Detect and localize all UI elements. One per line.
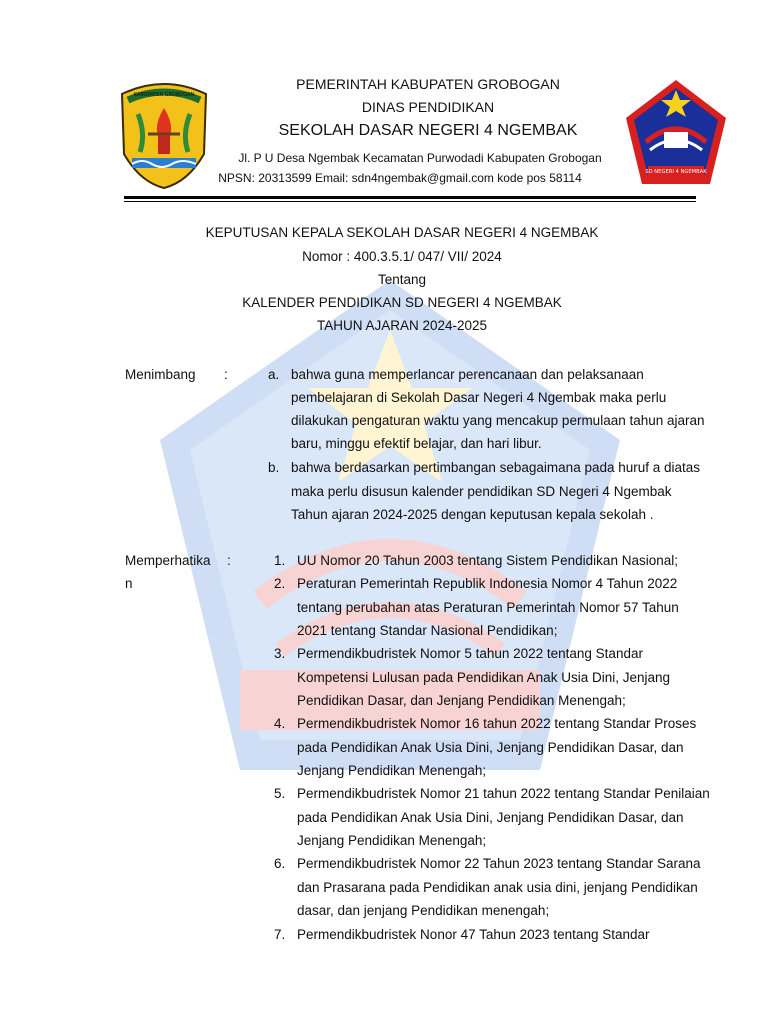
school-contact: NPSN: 20313599 Email: sdn4ngembak@gmail.com kode pos 58114 <box>218 171 582 185</box>
paragraph-line: bahwa berdasarkan pertimbangan sebagaimana pada huruf a diatas <box>291 460 701 475</box>
letterhead-divider-thin <box>124 201 696 202</box>
menimbang-colon: : <box>224 367 228 382</box>
watermark-emblem <box>150 270 630 790</box>
list-marker: b. <box>268 460 280 475</box>
memperhatikan-label-wrap: n <box>125 576 133 591</box>
paragraph-line: Permendikbudristek Nonor 47 Tahun 2023 tentang Standar <box>297 927 650 942</box>
paragraph-line: Permendikbudristek Nomor 21 tahun 2022 tentang Standar Penilaian <box>297 786 710 801</box>
school-name: SEKOLAH DASAR NEGERI 4 NGEMBAK <box>278 122 578 139</box>
paragraph-line: dilakukan pengaturan waktu yang mencakup permulaan tahun ajaran <box>291 413 705 428</box>
paragraph-line: Permendikbudristek Nomor 22 Tahun 2023 tentang Standar Sarana <box>297 856 701 871</box>
paragraph-line: Permendikbudristek Nomor 16 tahun 2022 tentang Standar Proses <box>297 716 697 731</box>
paragraph-line: pembelajaran di Sekolah Dasar Negeri 4 Ngembak maka perlu <box>291 390 667 405</box>
paragraph-line: UU Nomor 20 Tahun 2003 tentang Sistem Pendidikan Nasional; <box>297 553 678 568</box>
department-line: DINAS PENDIDIKAN <box>361 99 495 115</box>
paragraph-line: Jenjang Pendidikan Menengah; <box>297 833 487 848</box>
paragraph-line: pada Pendidikan Anak Usia Dini, Jenjang Pendidikan Dasar, dan <box>297 740 684 755</box>
right-logo-text: SD NEGERI 4 NGEMBAK <box>645 169 707 175</box>
paragraph-line: Peraturan Pemerintah Republik Indonesia Nomor 4 Tahun 2022 <box>297 576 678 591</box>
paragraph-line: dasar, dan jenjang Pendidikan menengah; <box>297 903 550 918</box>
paragraph-line: maka perlu disusun kalender pendidikan SD Negeri 4 Ngembak <box>291 484 672 499</box>
school-address: Jl. P U Desa Ngembak Kecamatan Purwodadi Kabupaten Grobogan <box>238 151 602 165</box>
memperhatikan-colon: : <box>227 553 231 568</box>
decree-number: Nomor : 400.3.5.1/ 047/ VII/ 2024 <box>302 249 502 264</box>
paragraph-line: Permendikbudristek Nomor 5 tahun 2022 tentang Standar <box>297 646 643 661</box>
list-marker: 1. <box>274 553 286 568</box>
paragraph-line: 2021 tentang Standar Nasional Pendidikan; <box>297 623 558 638</box>
government-line: PEMERINTAH KABUPATEN GROBOGAN <box>296 76 560 92</box>
left-logo-text: KABUPATEN GROBOGAN <box>133 92 195 98</box>
decree-about: Tentang <box>377 272 427 287</box>
decree-year: TAHUN AJARAN 2024-2025 <box>316 318 488 333</box>
list-marker: 5. <box>274 786 286 801</box>
memperhatikan-label: Memperhatika <box>125 553 211 568</box>
paragraph-line: Tahun ajaran 2024-2025 dengan keputusan kepala sekolah . <box>291 507 654 522</box>
list-marker: 6. <box>274 856 286 871</box>
paragraph-line: pada Pendidikan Anak Usia Dini, Jenjang Pendidikan Dasar, dan <box>297 810 684 825</box>
paragraph-line: baru, minggu efektif belajar, dan hari libur. <box>291 436 542 451</box>
paragraph-line: tentang perubahan atas Peraturan Pemerintah Nomor 57 Tahun <box>297 600 679 615</box>
paragraph-line: Jenjang Pendidikan Menengah; <box>297 763 487 778</box>
paragraph-line: bahwa guna memperlancar perencanaan dan pelaksanaan <box>291 367 644 382</box>
list-marker: a. <box>268 367 280 382</box>
paragraph-line: Pendidikan Dasar, dan Jenjang Pendidikan Menengah; <box>297 693 626 708</box>
list-marker: 7. <box>274 927 286 942</box>
menimbang-label: Menimbang <box>125 367 196 382</box>
list-marker: 3. <box>274 646 286 661</box>
paragraph-line: dan Prasarana pada Pendidikan anak usia dini, jenjang Pendidikan <box>297 880 698 895</box>
decree-subject: KALENDER PENDIDIKAN SD NEGERI 4 NGEMBAK <box>242 295 562 310</box>
letterhead-divider-thick <box>124 196 696 199</box>
decree-heading: KEPUTUSAN KEPALA SEKOLAH DASAR NEGERI 4 NGEMBAK <box>205 225 599 240</box>
list-marker: 2. <box>274 576 286 591</box>
paragraph-line: Kompetensi Lulusan pada Pendidikan Anak Usia Dini, Jenjang <box>297 670 670 685</box>
list-marker: 4. <box>274 716 286 731</box>
